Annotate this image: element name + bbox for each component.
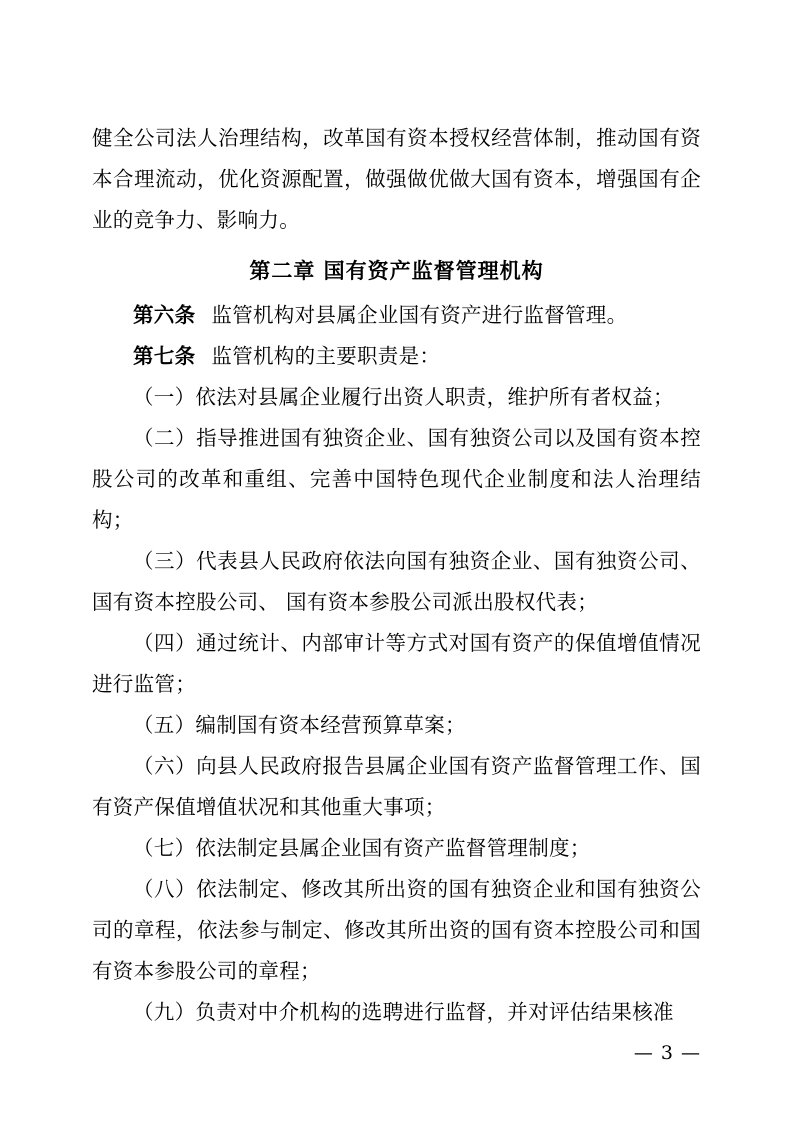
list-item-3: （三）代表县人民政府依法向国有独资企业、国有独资公司、国有资本控股公司、 国有资本参股公司派出股权代表； bbox=[92, 549, 701, 614]
page-number: — 3 — bbox=[633, 1042, 701, 1064]
list-item-5: （五）编制国有资本经营预算草案； bbox=[133, 713, 466, 737]
list-item-7: （七）依法制定县属企业国有资产监督管理制度； bbox=[133, 836, 591, 860]
article-7 bbox=[92, 336, 701, 377]
list-item-8: （八）依法制定、修改其所出资的国有独资企业和国有独资公司的章程，依法参与制定、修改其所出资的国有资本控股公司和国有资本参股公司的章程； bbox=[92, 877, 701, 983]
article-6-number: 第六条 bbox=[133, 303, 196, 327]
document-body bbox=[92, 118, 701, 1033]
paragraph-continuation: 健全公司法人治理结构，改革国有资本授权经营体制，推动国有资本合理流动，优化资源配置，做强做优做大国有资本，增强国有企业的竞争力、影响力。 bbox=[92, 126, 701, 232]
list-item-6: （六）向县人民政府报告县属企业国有资产监督管理工作、国有资产保值增值状况和其他重大事项； bbox=[92, 754, 701, 819]
article-6-text: 监管机构对县属企业国有资产进行监督管理。 bbox=[211, 303, 628, 327]
article-6 bbox=[92, 295, 701, 336]
list-item-4: （四）通过统计、内部审计等方式对国有资产的保值增值情况进行监管； bbox=[92, 631, 701, 696]
article-7-number: 第七条 bbox=[133, 344, 196, 368]
list-item-1: （一）依法对县属企业履行出资人职责，维护所有者权益； bbox=[133, 385, 674, 409]
list-item-2: （二）指导推进国有独资企业、国有独资公司以及国有资本控股公司的改革和重组、完善中国特色现代企业制度和法人治理结构； bbox=[92, 426, 701, 532]
article-7-text: 监管机构的主要职责是： bbox=[211, 344, 441, 368]
chapter-heading: 第二章 国有资产监督管理机构 bbox=[249, 258, 544, 283]
list-item-9: （九）负责对中介机构的选聘进行监督，并对评估结果核准 bbox=[133, 1000, 674, 1024]
